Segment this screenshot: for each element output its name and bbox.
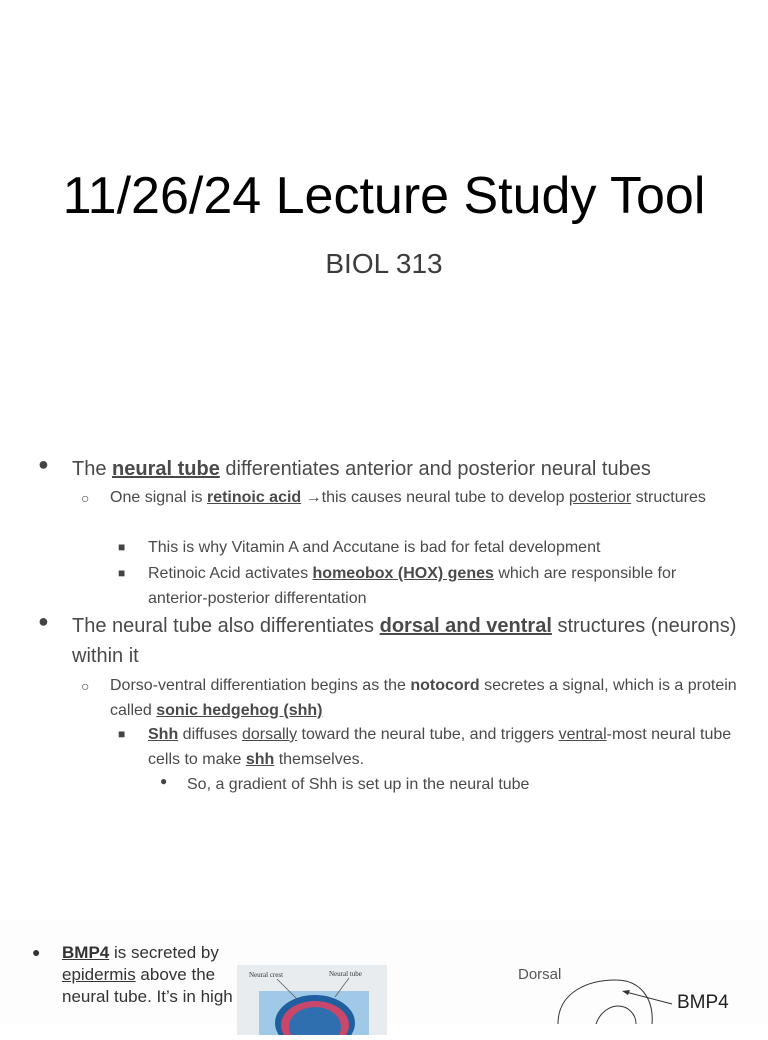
square-dot: ■ (118, 540, 126, 554)
bullet-hox-genes (148, 561, 738, 611)
bmp4-slide (0, 920, 768, 1024)
text: themselves. (274, 751, 365, 768)
text: secretes a signal, which is a protein called (110, 677, 737, 719)
label-neural-crest: Neural crest (249, 971, 284, 979)
term-dorsally: dorsally (241, 726, 298, 743)
neural-tube-diagram (237, 965, 387, 1035)
text: diffuses (178, 726, 242, 743)
text: toward the neural tube, and triggers (297, 726, 559, 743)
square-dot: ■ (118, 566, 126, 580)
bullet-shh-gradient: So, a gradient of Shh is set up in the neural tube (187, 776, 530, 793)
square-dot: ■ (118, 727, 126, 741)
circle-dot: ○ (81, 678, 90, 694)
term-posterior: posterior (568, 489, 632, 506)
label-dorsal: Dorsal (518, 966, 562, 983)
bullet-bmp4 (62, 942, 242, 1008)
term-epidermis: epidermis (62, 965, 136, 984)
term-bmp4: BMP4 (62, 943, 110, 962)
label-bmp4: BMP4 (677, 992, 729, 1013)
bullet-vitamin-a: This is why Vitamin A and Accutane is bad for fetal development (148, 539, 601, 556)
bullet-dot: ● (160, 774, 168, 788)
title-slide (0, 0, 768, 440)
bullet-neural-tube (72, 454, 742, 484)
bmp4-sketch (548, 974, 688, 1024)
label-neural-tube: Neural tube (329, 970, 362, 978)
slide-subtitle: BIOL 313 (325, 248, 443, 279)
text: →this causes neural tube to develop (301, 489, 569, 506)
notes-slide (0, 440, 768, 920)
text: which are responsible for anterior-posterior differentation (148, 565, 677, 607)
term-hox-genes: homeobox (HOX) genes (312, 565, 494, 582)
text: structures (neurons) within it (72, 615, 737, 667)
neural-tube-figure (237, 965, 387, 1035)
text: Dorso-ventral differentiation begins as the (110, 677, 411, 694)
text: One signal is (110, 489, 207, 506)
term-shh: shh (245, 751, 275, 768)
bullet-shh-diffuses (148, 722, 738, 772)
text: structures (631, 489, 706, 506)
term-sonic-hedgehog: sonic hedgehog (shh) (156, 702, 323, 719)
sketch-inner-curve (596, 1006, 636, 1024)
text: The neural tube also differentiates (72, 615, 380, 637)
term-dorsal-ventral: dorsal and ventral (379, 615, 552, 637)
text: The (72, 458, 113, 480)
bullet-dot: ● (38, 454, 49, 474)
text: is secreted by (109, 943, 219, 962)
term-notocord: notocord (410, 677, 480, 694)
text: differentiates anterior and posterior neural tubes (219, 458, 651, 480)
text: -most neural tube cells to make (148, 726, 732, 768)
term-retinoic-acid: retinoic acid (206, 489, 302, 506)
circle-dot: ○ (81, 490, 90, 506)
bullet-retinoic-acid (110, 485, 740, 510)
term-ventral: ventral (558, 726, 607, 743)
term-neural-tube: neural tube (112, 458, 220, 480)
bullet-dot: ● (32, 944, 41, 960)
bullet-dorsal-ventral (72, 611, 742, 671)
bmp4-arrowhead (622, 990, 630, 995)
bullet-notocord (110, 673, 740, 723)
sketch-outer-curve (558, 980, 652, 1024)
slide-title: 11/26/24 Lecture Study Tool (62, 167, 706, 225)
bullet-dot: ● (38, 611, 49, 631)
term-shh: Shh (148, 726, 179, 743)
text: Retinoic Acid activates (148, 565, 313, 582)
text: above the neural tube. It’s in high (62, 965, 233, 1006)
